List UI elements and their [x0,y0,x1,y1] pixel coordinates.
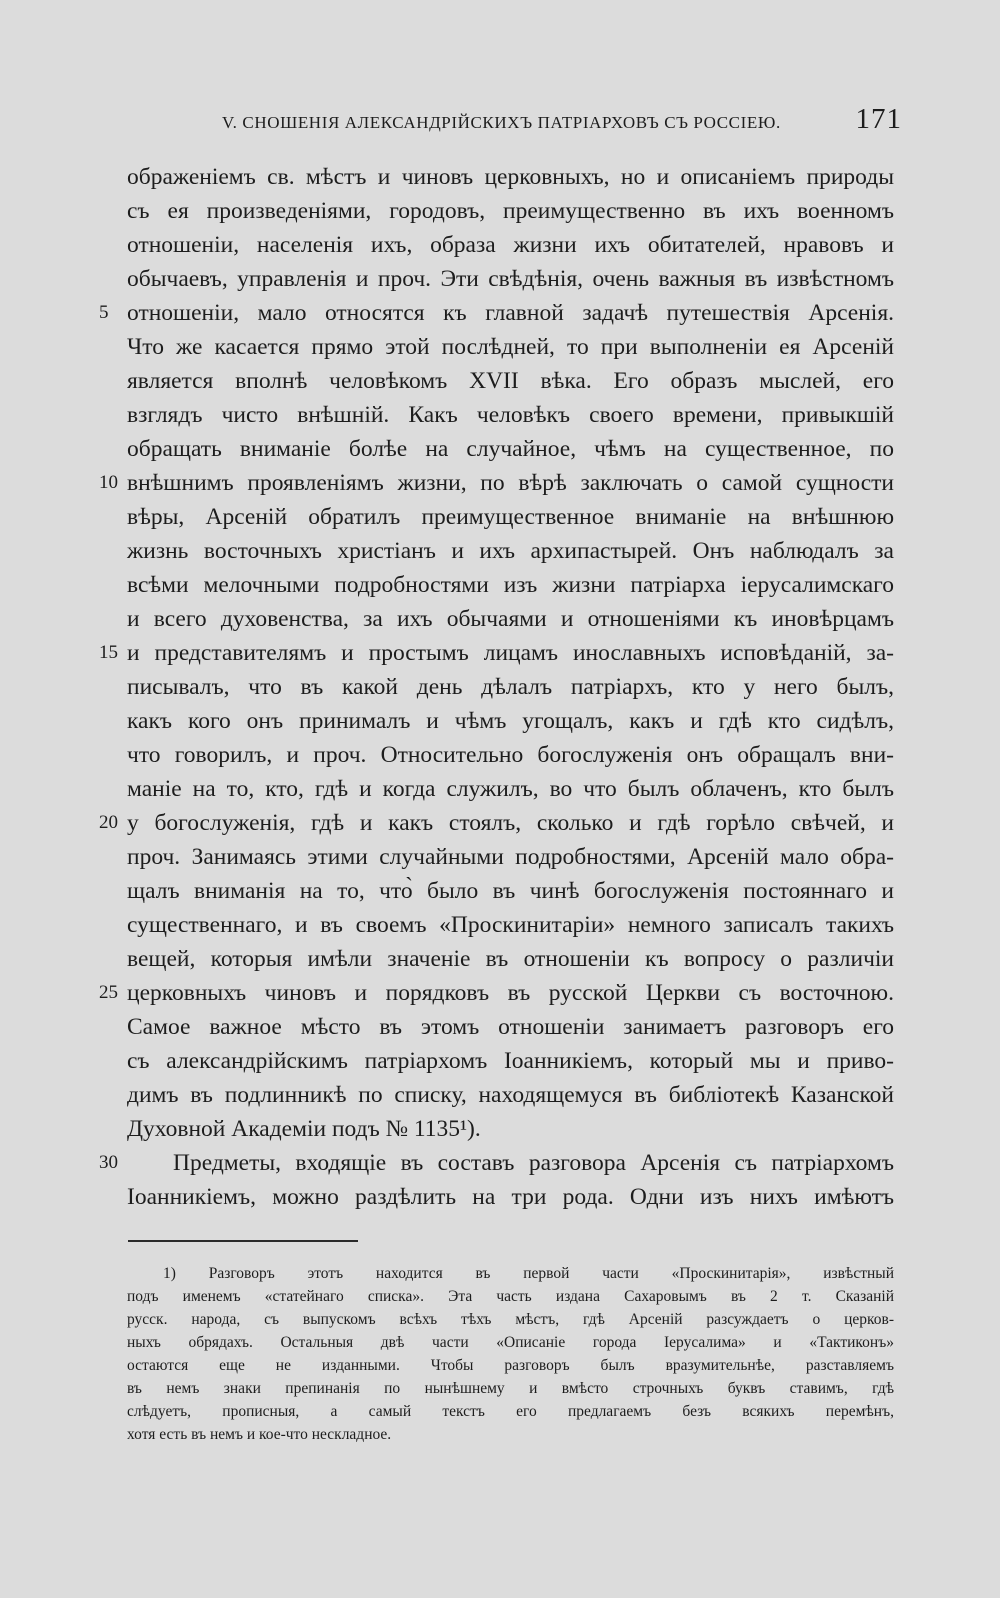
text-line [127,534,894,568]
text-line [127,704,894,738]
line-text: съ ея произведеніями, городовъ, преимущественно въ ихъ военномъ [127,198,894,224]
line-text: всѣми мелочными подробностями изъ жизни патріарха іерусалимскаго [127,572,894,598]
text-line [127,670,894,704]
line-number: 20 [99,812,118,833]
footnote-line: 1) Разговоръ этотъ находится въ первой части «Проскинитарія», извѣстный [163,1265,894,1282]
text-line [127,840,894,874]
footnote-rule [128,1240,358,1242]
line-text: обычаевъ, управленія и проч. Эти свѣдѣнія, очень важныя въ извѣстномъ [127,266,894,292]
line-text: съ александрійскимъ патріархомъ Іоанникіемъ, который мы и приво- [127,1048,894,1074]
text-line [127,194,894,228]
line-text: церковныхъ чиновъ и порядковъ въ русской Церкви съ восточною. [127,980,894,1006]
footnote [127,1262,894,1446]
line-text: является вполнѣ человѣкомъ XVII вѣка. Его образъ мыслей, его [127,368,894,394]
page-number: 171 [855,103,902,135]
line-text: проч. Занимаясь этими случайными подробностями, Арсеній мало обра- [127,844,894,870]
line-text: Іоанникіемъ, можно раздѣлить на три рода. Одни изъ нихъ имѣютъ [127,1184,894,1210]
line-text: существеннаго, и въ своемъ «Проскинитаріи» немного записалъ такихъ [127,912,894,938]
footnote-line: подъ именемъ «статейнаго списка». Эта часть издана Сахаровымъ въ 2 т. Сказаній [127,1288,894,1305]
line-text: обращать вниманіе болѣе на случайное, чѣмъ на существенное, по [127,436,894,462]
line-text: писывалъ, что въ какой день дѣлалъ патріархъ, кто у него былъ, [127,674,894,700]
line-text: Что же касается прямо этой послѣдней, то при выполненіи ея Арсеній [127,334,894,360]
text-line [127,160,894,194]
text-line [127,568,894,602]
text-line [99,976,894,1010]
text-line [127,432,894,466]
footnote-line: русск. народа, съ выпускомъ всѣхъ тѣхъ мѣстъ, гдѣ Арсеній разсуждаетъ о церков- [127,1311,894,1328]
text-line [127,364,894,398]
line-text: Духовной Академіи подъ № 1135¹). [127,1116,481,1142]
text-line [127,908,894,942]
line-number: 15 [99,642,118,663]
line-text: димъ въ подлинникѣ по списку, находящемуся въ библіотекѣ Казанской [127,1082,894,1108]
text-line [127,500,894,534]
line-text: взглядъ чисто внѣшній. Какъ человѣкъ своего времени, привыкшій [127,402,894,428]
line-text: ображеніемъ св. мѣстъ и чиновъ церковныхъ, но и описаніемъ природы [127,164,894,190]
line-text: и представителямъ и простымъ лицамъ инославныхъ исповѣданій, за- [127,640,894,666]
text-line [127,874,894,908]
line-text: отношеніи, мало относятся къ главной задачѣ путешествія Арсенія. [127,300,894,326]
line-text: и всего духовенства, за ихъ обычаями и отношеніями къ иновѣрцамъ [127,606,894,632]
text-line [127,1112,894,1146]
text-line [127,1044,894,1078]
text-line [127,772,894,806]
text-line [127,262,894,296]
footnote-line: ныхъ обрядахъ. Остальныя двѣ части «Описаніе города Іерусалима» и «Тактиконъ» [127,1334,894,1351]
page-header [190,103,902,143]
text-line [127,1078,894,1112]
line-number: 10 [99,472,118,493]
line-text: жизнь восточныхъ христіанъ и ихъ архипастырей. Онъ наблюдалъ за [127,538,894,564]
text-line [127,942,894,976]
line-text: Предметы, входящіе въ составъ разговора Арсенія съ патріархомъ [173,1150,894,1176]
line-text: Самое важное мѣсто въ этомъ отношеніи занимаетъ разговоръ его [127,1014,894,1040]
text-line [99,296,894,330]
text-line [127,1180,894,1214]
line-text: какъ кого онъ принималъ и чѣмъ угощалъ, какъ и гдѣ кто сидѣлъ, [127,708,894,734]
text-line [127,602,894,636]
line-text: у богослуженія, гдѣ и какъ стоялъ, сколько и гдѣ горѣло свѣчей, и [127,810,894,836]
text-line [127,1010,894,1044]
line-number: 25 [99,982,118,1003]
footnote-line: слѣдуетъ, прописныя, а самый текстъ его предлагаемъ безъ всякихъ перемѣнъ, [127,1403,894,1420]
text-line [127,738,894,772]
main-text [99,160,894,1214]
line-text: вѣры, Арсеній обратилъ преимущественное вниманіе на внѣшнюю [127,504,894,530]
line-text: что говорилъ, и проч. Относительно богослуженія онъ обращалъ вни- [127,742,894,768]
footnote-line: хотя есть въ немъ и кое-что нескладное. [127,1426,392,1443]
line-text: маніе на то, кто, гдѣ и когда служилъ, во что былъ облаченъ, кто былъ [127,776,894,802]
text-line [99,466,894,500]
line-text: вещей, которыя имѣли значеніе въ отношеніи къ вопросу о различіи [127,946,894,972]
text-line [99,636,894,670]
running-title: V. СНОШЕНІЯ АЛЕКСАНДРІЙСКИХЪ ПАТРІАРХОВЪ СЪ РОССІЕЮ. [222,113,781,132]
footnote-line: остаются еще не изданными. Чтобы разговоръ былъ вразумительнѣе, разставляемъ [127,1357,894,1374]
line-number: 5 [99,302,109,323]
text-line [127,228,894,262]
line-text: внѣшнимъ проявленіямъ жизни, по вѣрѣ заключать о самой сущности [127,470,894,496]
text-line [99,1146,894,1180]
footnote-line: въ немъ знаки препинанія по нынѣшнему и вмѣсто строчныхъ буквъ ставимъ, гдѣ [127,1380,894,1397]
text-line [127,330,894,364]
line-number: 30 [99,1152,118,1173]
line-text: щалъ вниманія на то, что̀ было въ чинѣ богослуженія постояннаго и [127,878,894,904]
text-line [99,806,894,840]
line-text: отношеніи, населенія ихъ, образа жизни ихъ обитателей, нравовъ и [127,232,894,258]
text-line [127,398,894,432]
